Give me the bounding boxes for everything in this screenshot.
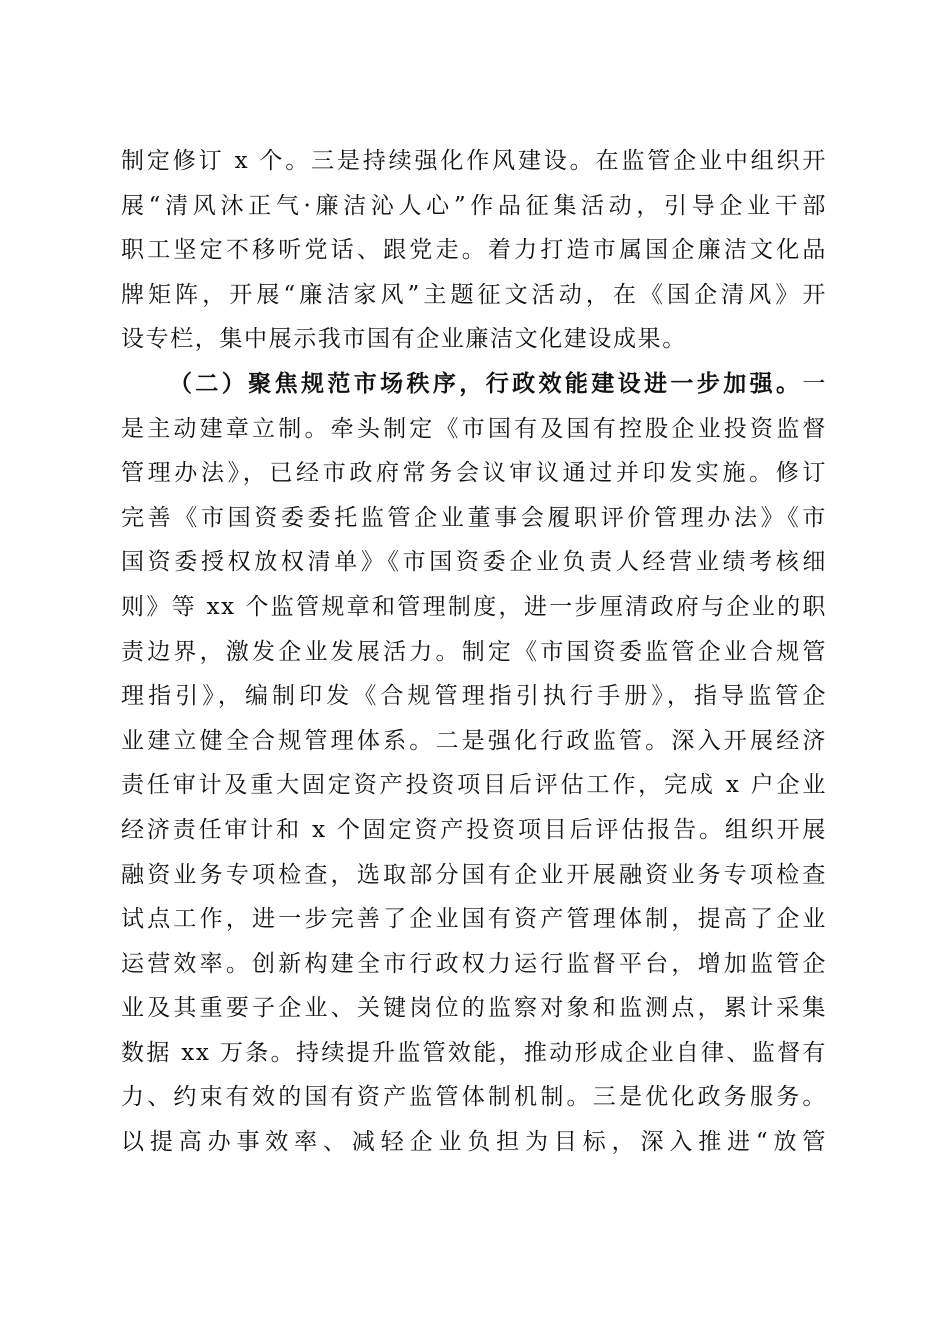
text-line: 职工坚定不移听党话、跟党走。着力打造市属国企廉洁文化品 [121,237,827,264]
text-line: 展“清风沐正气·廉洁沁人心”作品征集活动，引导企业干部 [121,192,827,219]
document-body [121,139,827,1165]
text-line: 融资业务专项检查，选取部分国有企业开展融资业务专项检查 [121,861,827,888]
section-heading: （二）聚焦规范市场秩序，行政效能建设进一步加强。 [169,370,803,397]
text-run: 一 [802,370,827,397]
text-line: 试点工作，进一步完善了企业国有资产管理体制，提高了企业 [121,906,827,933]
text-line: 责任审计及重大固定资产投资项目后评估工作，完成 x 户企业 [121,772,827,799]
text-line: 业建立健全合规管理体系。二是强化行政监管。深入开展经济 [121,727,827,754]
text-line: 力、约束有效的国有资产监管体制机制。三是优化政务服务。 [121,1084,827,1111]
text-line: 国资委授权放权清单》《市国资委企业负责人经营业绩考核细 [121,549,827,576]
section-heading-line [121,362,827,407]
text-line: 完善《市国资委委托监管企业董事会履职评价管理办法》《市 [121,504,827,531]
text-line: 制定修订 x 个。三是持续强化作风建设。在监管企业中组织开 [121,148,827,174]
text-line: 管理办法》，已经市政府常务会议审议通过并印发实施。修订 [121,460,827,487]
text-line: 设专栏，集中展示我市国有企业廉洁文化建设成果。 [121,326,687,353]
text-line: 运营效率。创新构建全市行政权力运行监督平台，增加监管企 [121,950,827,977]
text-line: 牌矩阵，开展“廉洁家风”主题征文活动，在《国企清风》开 [121,281,827,308]
text-line: 是主动建章立制。牵头制定《市国有及国有控股企业投资监督 [121,415,827,442]
text-line: 经济责任审计和 x 个固定资产投资项目后评估报告。组织开展 [121,816,827,843]
text-line: 以提高办事效率、减轻企业负担为目标，深入推进“放管 [121,1129,827,1156]
paragraph-work-style [121,139,827,362]
text-line: 数据 xx 万条。持续提升监管效能，推动形成企业自律、监督有 [121,1039,827,1066]
paragraph-administrative-efficiency [121,362,827,1165]
text-line: 理指引》，编制印发《合规管理指引执行手册》，指导监管企 [121,683,827,710]
text-line: 责边界，激发企业发展活力。制定《市国资委监管企业合规管 [121,638,827,665]
text-line: 业及其重要子企业、关键岗位的监察对象和监测点，累计采集 [121,995,827,1022]
text-line: 则》等 xx 个监管规章和管理制度，进一步厘清政府与企业的职 [121,593,827,620]
